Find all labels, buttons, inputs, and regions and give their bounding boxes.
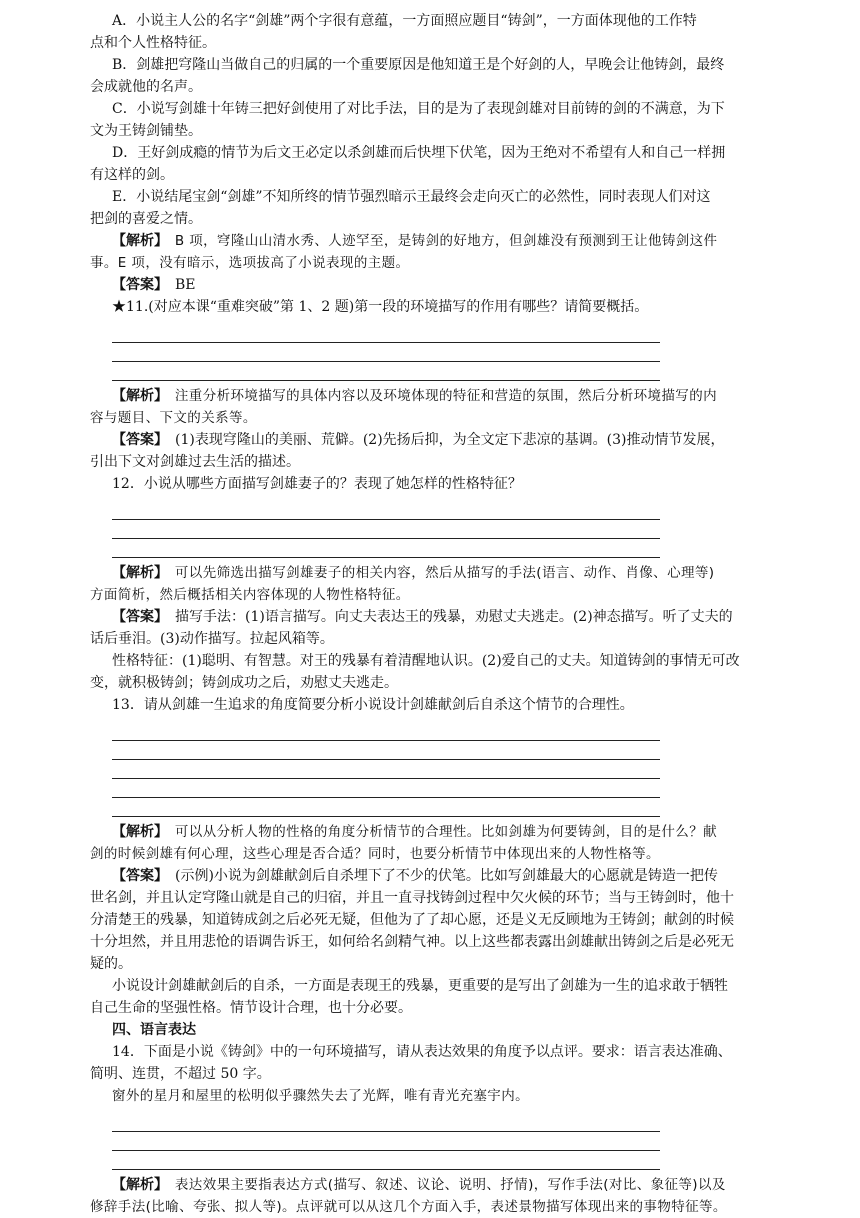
- answer-line[interactable]: [112, 501, 660, 520]
- answer-line[interactable]: [112, 1132, 660, 1151]
- option-d-cont: 有这样的剑。: [90, 167, 174, 183]
- q12-analysis: 【解析】 可以先筛选出描写剑雄妻子的相关内容，然后从描写的手法(语言、动作、肖像、心理等): [112, 565, 715, 581]
- answer-label: 【答案】: [112, 277, 161, 293]
- answer-line[interactable]: [112, 1151, 660, 1170]
- option-a-cont: 点和个人性格特征。: [90, 35, 216, 51]
- analysis-label: 【解析】: [112, 233, 161, 249]
- section-title: 四、语言表达: [112, 1022, 196, 1038]
- q11-answer-cont: 引出下文对剑雄过去生活的描述。: [90, 454, 300, 470]
- answer-line[interactable]: [112, 798, 660, 817]
- analysis-label: 【解析】: [112, 565, 161, 581]
- q12-trait: 性格特征：(1)聪明、有智慧。对王的残暴有着清醒地认识。(2)爱自己的丈夫。知道铸剑的事情无可改: [112, 653, 740, 669]
- option-c-cont: 文为王铸剑铺垫。: [90, 123, 202, 139]
- analysis-label: 【解析】: [112, 1177, 161, 1193]
- answer-label: 【答案】: [112, 432, 161, 448]
- q13-conclusion-cont: 自己生命的坚强性格。情节设计合理，也十分必要。: [90, 1000, 412, 1016]
- q11-answer-lines[interactable]: [112, 324, 660, 381]
- q12-analysis-cont: 方面简析，然后概括相关内容体现的人物性格特征。: [90, 587, 410, 603]
- q13-answer-line: 世名剑，并且认定穹隆山就是自己的归宿，并且一直寻找铸剑过程中欠火候的环节；当与王铸剑时，他十: [90, 890, 734, 906]
- q13-answer-line: 疑的。: [90, 956, 132, 972]
- option-b-cont: 会成就他的名声。: [90, 79, 202, 95]
- q13-question: 13．请从剑雄一生追求的角度简要分析小说设计剑雄献剑后自杀这个情节的合理性。: [112, 697, 634, 713]
- q12-trait-cont: 变，就积极铸剑；铸剑成功之后，劝慰丈夫逃走。: [90, 675, 398, 691]
- q12-answer-lines[interactable]: [112, 501, 660, 558]
- q13-answer-line: 十分坦然，并且用悲怆的语调告诉王，如何给名剑精气神。以上这些都表露出剑雄献出铸剑之后是必死无: [90, 934, 734, 950]
- answer-line[interactable]: [112, 539, 660, 558]
- q13-answer-line: 分清楚王的残暴，知道铸成剑之后必死无疑，但他为了了却心愿，还是义无反顾地为王铸剑；献剑的时候: [90, 912, 734, 928]
- q13-analysis-cont: 剑的时候剑雄有何心理，这些心理是否合适？同时，也要分析情节中体现出来的人物性格等。: [90, 846, 660, 862]
- answer-line[interactable]: [112, 343, 660, 362]
- option-a: A．小说主人公的名字“剑雄”两个字很有意蕴，一方面照应题目“铸剑”，一方面体现他的工作特: [112, 13, 697, 29]
- q14-answer-lines[interactable]: [112, 1113, 660, 1170]
- answer-line[interactable]: [112, 779, 660, 798]
- answer-line[interactable]: [112, 520, 660, 539]
- answer-line[interactable]: [112, 1113, 660, 1132]
- q14-question: 14．下面是小说《铸剑》中的一句环境描写，请从表达效果的角度予以点评。要求：语言表达准确、: [112, 1044, 732, 1060]
- option-d: D．王好剑成瘾的情节为后文王必定以杀剑雄而后快埋下伏笔，因为王绝对不希望有人和自己一样拥: [112, 145, 726, 161]
- q13-answer: 【答案】 (示例)小说为剑雄献剑后自杀埋下了不少的伏笔。比如写剑雄最大的心愿就是铸造一把传: [112, 868, 718, 884]
- q12-question: 12．小说从哪些方面描写剑雄妻子的？表现了她怎样的性格特征？: [112, 476, 522, 492]
- answer-line[interactable]: [112, 362, 660, 381]
- answer-label: 【答案】: [112, 868, 161, 884]
- q11-answer: 【答案】 (1)表现穹隆山的美丽、荒僻。(2)先扬后抑，为全文定下悲凉的基调。(3)推动情节发展，: [112, 432, 725, 448]
- q10-options: [90, 10, 778, 230]
- q10-answer: 【答案】 BE: [112, 277, 196, 293]
- q13-analysis: 【解析】 可以从分析人物的性格的角度分析情节的合理性。比如剑雄为何要铸剑，目的是什么？献: [112, 824, 717, 840]
- q14-analysis: 【解析】 表达效果主要指表达方式(描写、叙述、议论、说明、抒情)，写作手法(对比、象征等)以及: [112, 1177, 726, 1193]
- answer-label: 【答案】: [112, 609, 161, 625]
- analysis-label: 【解析】: [112, 824, 161, 840]
- option-e: E．小说结尾宝剑“剑雄”不知所终的情节强烈暗示王最终会走向灭亡的必然性，同时表现人们对这: [112, 189, 711, 205]
- q14-analysis-cont: 修辞手法(比喻、夸张、拟人等)。点评就可以从这几个方面入手，表述景物描写体现出来的事物特征等。: [90, 1199, 727, 1215]
- q14-question-cont: 简明、连贯，不超过 50 字。: [90, 1066, 271, 1082]
- q13-conclusion: 小说设计剑雄献剑后的自杀，一方面是表现王的残暴，更重要的是写出了剑雄为一生的追求敢于牺牲: [112, 978, 728, 994]
- answer-line[interactable]: [112, 324, 660, 343]
- analysis-label: 【解析】: [112, 388, 161, 404]
- answer-line[interactable]: [112, 760, 660, 779]
- q13-answer-lines[interactable]: [112, 722, 660, 817]
- q11-question: ★11.(对应本课“重难突破”第 1、2 题)第一段的环境描写的作用有哪些？请简要概括。: [112, 299, 649, 315]
- page-content: [90, 10, 778, 1218]
- option-c: C．小说写剑雄十年铸三把好剑使用了对比手法，目的是为了表现剑雄对目前铸的剑的不满意，为下: [112, 101, 725, 117]
- q10-analysis-cont: 事。E 项，没有暗示，选项拔高了小说表现的主题。: [90, 255, 410, 271]
- answer-line[interactable]: [112, 722, 660, 741]
- q11-analysis-cont: 容与题目、下文的关系等。: [90, 410, 257, 426]
- q14-quote: 窗外的星月和屋里的松明似乎骤然失去了光辉，唯有青光充塞宇内。: [112, 1088, 529, 1104]
- q12-answer: 【答案】 描写手法：(1)语言描写。向丈夫表达王的残暴，劝慰丈夫逃走。(2)神态描写。听了丈夫的: [112, 609, 733, 625]
- q10-analysis: 【解析】 B 项，穹隆山山清水秀、人迹罕至，是铸剑的好地方，但剑雄没有预测到王让他铸剑这件: [112, 233, 718, 249]
- option-b: B．剑雄把穹隆山当做自己的归属的一个重要原因是他知道王是个好剑的人，早晚会让他铸剑，最终: [112, 57, 725, 73]
- option-e-cont: 把剑的喜爱之情。: [90, 211, 202, 227]
- answer-line[interactable]: [112, 741, 660, 760]
- q12-answer-cont: 话后垂泪。(3)动作描写。拉起风箱等。: [90, 631, 334, 647]
- q11-analysis: 【解析】 注重分析环境描写的具体内容以及环境体现的特征和营造的氛围，然后分析环境描写的内: [112, 388, 717, 404]
